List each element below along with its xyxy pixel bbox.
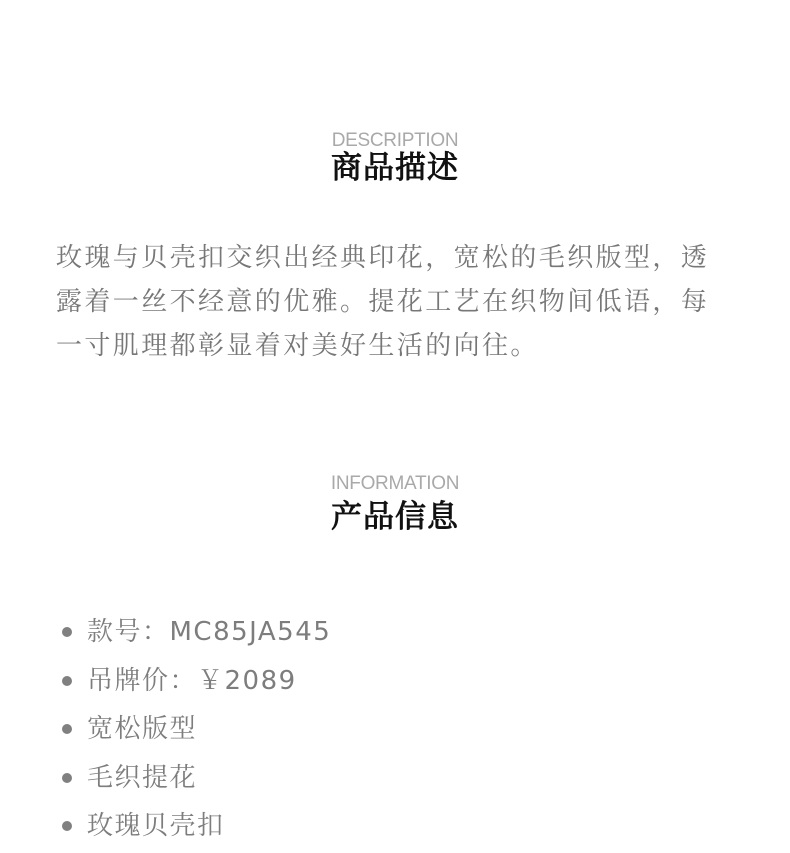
bullet-dot-icon: [62, 773, 72, 783]
list-item-style-number: [0, 608, 790, 657]
bullet-dot-icon: [62, 627, 72, 637]
list-item-fit: [0, 705, 790, 754]
product-info-list: [0, 608, 790, 851]
description-eyebrow: DESCRIPTION: [331, 130, 459, 151]
list-item-fabric: [0, 754, 790, 803]
info-item-label: 毛织提花: [87, 762, 198, 793]
info-item-label: 款号：MC85JA545: [87, 617, 332, 647]
info-item-label: 吊牌价：￥2089: [87, 665, 297, 696]
info-item-label: 宽松版型: [87, 714, 198, 744]
bullet-dot-icon: [62, 724, 72, 734]
description-body: 玫瑰与贝壳扣交织出经典印花，宽松的毛织版型，透露着一丝不经意的优雅。提花工艺在织物间低语，每一寸肌理都彰显着对美好生活的向往。: [56, 243, 710, 361]
information-title: 产品信息: [331, 499, 459, 535]
description-title: 商品描述: [331, 150, 459, 186]
list-item-buttons: [0, 802, 790, 851]
list-item-tag-price: [0, 657, 790, 706]
bullet-dot-icon: [62, 821, 72, 831]
information-eyebrow: INFORMATION: [330, 473, 460, 494]
info-item-label: 玫瑰贝壳扣: [87, 811, 225, 841]
bullet-dot-icon: [62, 676, 72, 686]
